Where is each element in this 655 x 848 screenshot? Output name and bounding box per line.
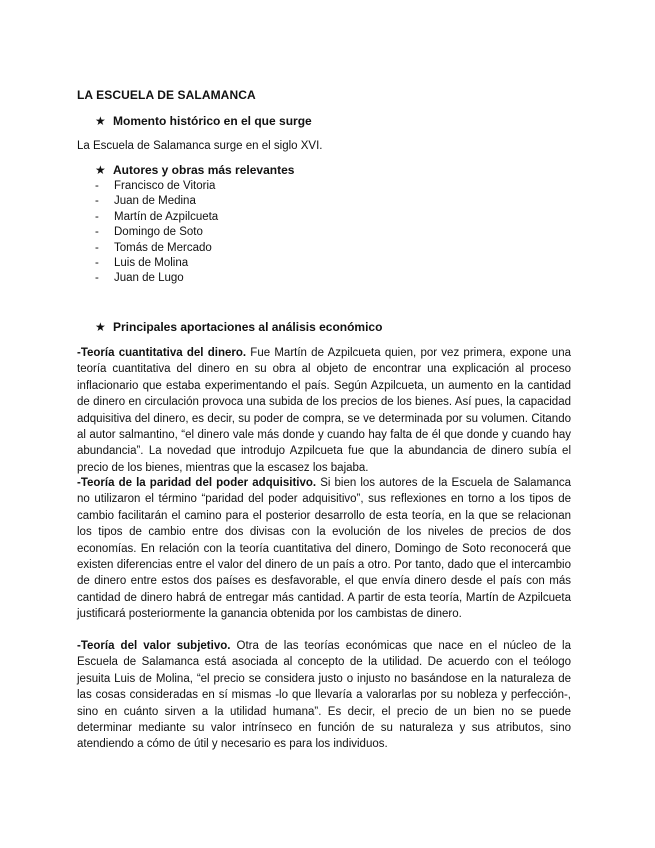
paragraph-valor-subjetivo	[77, 638, 571, 753]
star-bullet-icon: ★	[95, 114, 106, 128]
paragraph-paridad-poder	[77, 475, 571, 623]
list-item: - Juan de Medina	[95, 195, 196, 208]
section-heading-label: Principales aportaciones al análisis económico	[113, 320, 383, 334]
section-heading-label: Momento histórico en el que surge	[113, 114, 312, 128]
paragraph-body: Si bien los autores de la Escuela de Salamanca no utilizaron el término “paridad del poder adquisitivo”, sus reflexiones en torno a los tipos de cambio facilitarán el camino para el posterior desarrollo de esta teoría, en la que se relacionan los tipos de cambio entre dos divisas con la evolución de los niveles de precios de dos economías. En relación con la teoría cuantitativa del dinero, Domingo de Soto reconocerá que existen diferencias entre el valor del dinero de un país a otro. Por tanto, dado que el intercambio de dinero entre estos dos países es desfavorable, el que envía dinero desde el país con más cantidad de dinero habrá de entregar más cantidad. A partir de esta teoría, Martín de Azpilcueta justificará posteriormente la ganancia obtenida por los cambistas de dinero.	[77, 477, 571, 621]
list-item: - Juan de Lugo	[95, 272, 184, 285]
paragraph-lead: -Teoría del valor subjetivo.	[77, 640, 231, 652]
section-heading-autores	[95, 163, 294, 177]
document-title: LA ESCUELA DE SALAMANCA	[77, 88, 256, 102]
section-heading-momento	[95, 114, 312, 128]
list-item: - Martín de Azpilcueta	[95, 210, 219, 223]
momento-paragraph: La Escuela de Salamanca surge en el siglo XVI.	[77, 140, 323, 152]
authors-list	[95, 179, 218, 287]
paragraph-lead: -Teoría de la paridad del poder adquisitivo.	[77, 477, 317, 489]
section-heading-aportaciones	[95, 320, 382, 334]
paragraph-body: Fue Martín de Azpilcueta quien, por vez primera, expone una teoría cuantitativa del dinero en su obra al objeto de encontrar una explicación al proceso inflacionario que estaba experimentando el país. Según Azpilcueta, un aumento en la cantidad de dinero en circulación provoca una subida de los precios de los bienes. Así pues, la capacidad adquisitiva del dinero, es decir, su poder de compra, se ve determinada por su volumen. Citando al autor salmantino, “el dinero vale más donde y cuando hay falta de él que donde y cuando hay abundancia”. La novedad que introdujo Azpilcueta fue que la abundancia de dinero subía el precio de los bienes, mientras que la escasez los bajaba.	[77, 347, 571, 474]
paragraph-teoria-cuantitativa	[77, 345, 571, 476]
section-heading-label: Autores y obras más relevantes	[113, 163, 295, 177]
list-item: - Domingo de Soto	[95, 226, 203, 239]
list-item: - Tomás de Mercado	[95, 241, 212, 254]
star-bullet-icon: ★	[95, 163, 106, 177]
paragraph-body: Otra de las teorías económicas que nace en el núcleo de la Escuela de Salamanca está asociada al concepto de la utilidad. De acuerdo con el teólogo jesuita Luis de Molina, “el precio se considera justo o injusto no basándose en la naturaleza de las cosas consideradas en sí mismas -lo que llevaría a valorarlas por su nobleza y perfección-, sino en cuánto sirven a la utilidad humana”. Es decir, el precio de un bien no se puede determinar mediante su valor intrínseco en función de su naturaleza y sus atributos, sino atendiendo a cómo de útil y necesario es para los individuos.	[77, 640, 571, 751]
list-item: - Luis de Molina	[95, 256, 189, 269]
list-item: - Francisco de Vitoria	[95, 180, 216, 192]
paragraph-lead: -Teoría cuantitativa del dinero.	[77, 347, 247, 359]
star-bullet-icon: ★	[95, 320, 106, 334]
